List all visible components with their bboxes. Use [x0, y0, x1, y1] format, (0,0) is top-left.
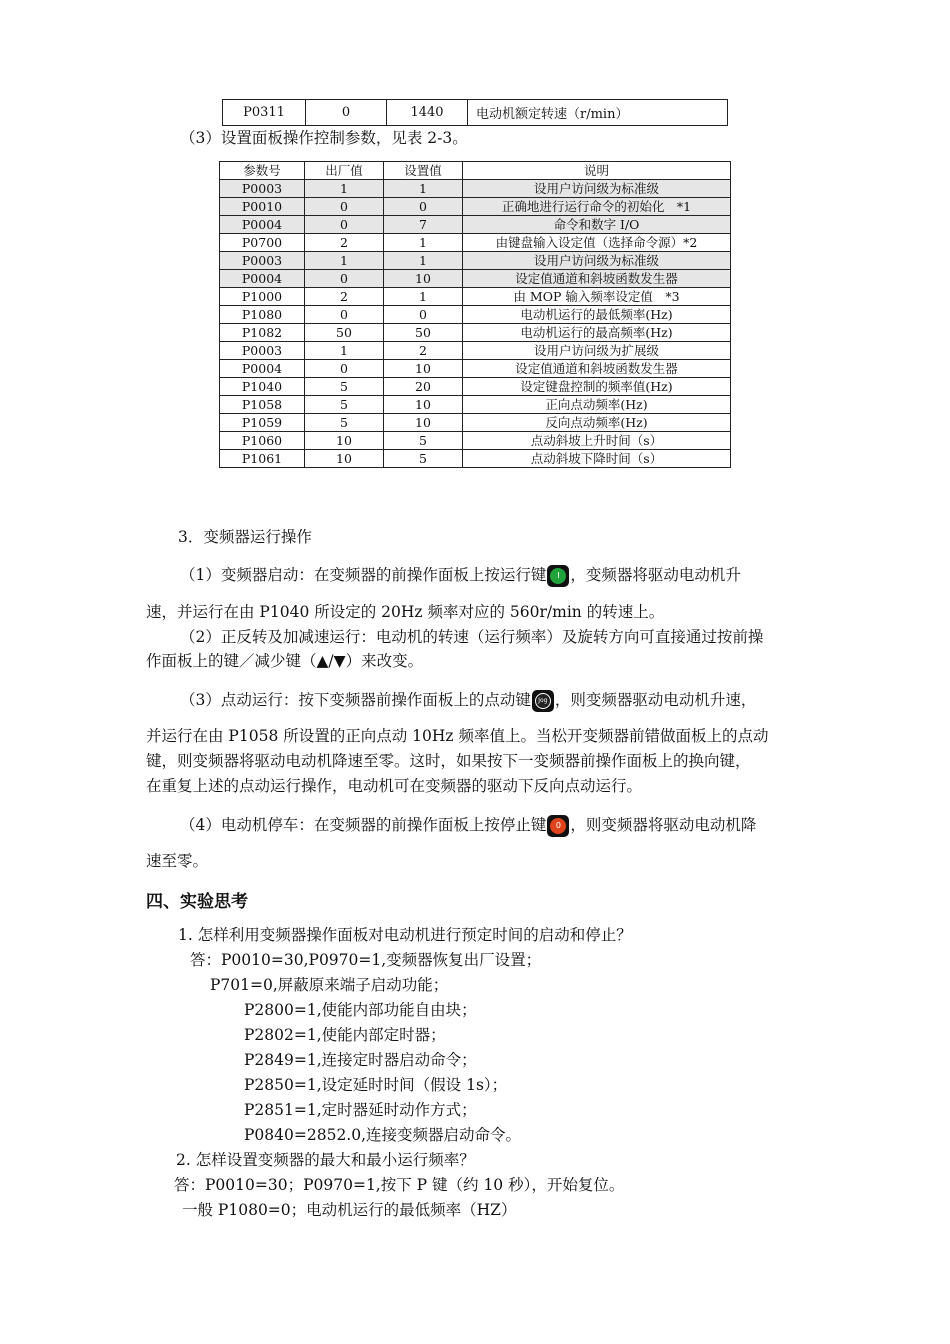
para4-line2: 速至零。	[146, 852, 209, 870]
stop-key-label: 0	[550, 818, 566, 834]
table-row	[220, 180, 731, 198]
default-cell: 2	[305, 288, 384, 306]
setting-cell: 10	[384, 396, 463, 414]
param-cell: P0010	[220, 198, 305, 216]
para3-line4: 在重复上述的点动运行操作，电动机可在变频器的驱动下反向点动运行。	[146, 777, 643, 795]
answer-1-line: 答：P0010=30,P0970=1,变频器恢复出厂设置；	[190, 951, 542, 969]
default-cell: 5	[305, 414, 384, 432]
table-row	[220, 198, 731, 216]
table-row	[220, 342, 731, 360]
question-1: 1. 怎样利用变频器操作面板对电动机进行预定时间的启动和停止？	[178, 926, 632, 944]
setting-cell: 1	[384, 234, 463, 252]
desc-cell: 正向点动频率(Hz)	[463, 396, 731, 414]
header-desc: 说明	[463, 162, 731, 180]
param-cell: P1060	[220, 432, 305, 450]
desc-cell: 点动斜坡下降时间（s）	[463, 450, 731, 468]
default-cell: 0	[305, 216, 384, 234]
answer-2-line: 答：P0010=30；P0970=1,按下 P 键（约 10 秒），开始复位。	[174, 1176, 625, 1194]
desc-cell: 设用户访问级为标准级	[463, 180, 731, 198]
motor-speed-table	[222, 99, 728, 126]
default-cell: 1	[305, 180, 384, 198]
section3-title: 3．变频器运行操作	[178, 528, 312, 546]
desc-cell: 电动机运行的最高频率(Hz)	[463, 324, 731, 342]
jog-key-icon	[532, 690, 554, 712]
param-cell: P0003	[220, 180, 305, 198]
para3-line3: 键，则变频器将驱动电动机降速至零。这时，如果按下一变频器前操作面板上的换向键，	[146, 752, 751, 770]
para3-text-b: ，则变频器驱动电动机升速，	[554, 691, 757, 709]
answer-1-line: P2851=1,定时器延时动作方式；	[244, 1101, 477, 1119]
answer-1-line: P0840=2852.0,连接变频器启动命令。	[244, 1126, 522, 1144]
setting-cell: 5	[384, 450, 463, 468]
default-cell: 1	[305, 252, 384, 270]
param-cell: P0004	[220, 270, 305, 288]
answer-1-line: P2802=1,使能内部定时器；	[244, 1026, 446, 1044]
header-default: 出厂值	[305, 162, 384, 180]
table-row	[220, 378, 731, 396]
default-cell: 5	[305, 396, 384, 414]
setting-cell: 20	[384, 378, 463, 396]
para4-text-a: （4）电动机停车：在变频器的前操作面板上按停止键	[180, 816, 547, 834]
setting-cell: 1440	[387, 100, 468, 126]
header-setting: 设置值	[384, 162, 463, 180]
setting-cell: 10	[384, 360, 463, 378]
para1-line2: 速，并运行在由 P1040 所设定的 20Hz 频率对应的 560r/min 的转速上。	[146, 603, 665, 621]
setting-cell: 10	[384, 414, 463, 432]
desc-cell: 由 MOP 输入频率设定值 *3	[463, 288, 731, 306]
jog-key-label: Jog	[535, 693, 551, 709]
answer-1-line: P2850=1,设定延时时间（假设 1s）；	[244, 1076, 508, 1094]
para3-line1	[180, 688, 756, 713]
para3-text-a: （3）点动运行：按下变频器前操作面板上的点动键	[180, 691, 531, 709]
table-row	[220, 396, 731, 414]
default-cell: 50	[305, 324, 384, 342]
table-row	[220, 252, 731, 270]
table-row	[220, 324, 731, 342]
question-2: 2. 怎样设置变频器的最大和最小运行频率？	[176, 1151, 475, 1169]
setting-cell: 0	[384, 198, 463, 216]
param-cell: P0004	[220, 216, 305, 234]
section4-heading: 四、实验思考	[146, 892, 248, 912]
default-cell: 0	[306, 100, 387, 126]
setting-cell: 1	[384, 252, 463, 270]
para1-text-b: ，变频器将驱动电动机升	[570, 566, 741, 584]
desc-cell: 设用户访问级为标准级	[463, 252, 731, 270]
desc-cell: 设定值通道和斜坡函数发生器	[463, 360, 731, 378]
param-cell: P1080	[220, 306, 305, 324]
default-cell: 10	[305, 432, 384, 450]
setting-cell: 1	[384, 180, 463, 198]
para1-text-a: （1）变频器启动：在变频器的前操作面板上按运行键	[180, 566, 547, 584]
para1-line1	[180, 563, 741, 588]
default-cell: 10	[305, 450, 384, 468]
param-cell: P1061	[220, 450, 305, 468]
default-cell: 5	[305, 378, 384, 396]
desc-cell: 电动机运行的最低频率(Hz)	[463, 306, 731, 324]
setting-cell: 0	[384, 306, 463, 324]
answer-1-line: P701=0,屏蔽原来端子启动功能；	[210, 976, 449, 994]
desc-cell: 设定键盘控制的频率值(Hz)	[463, 378, 731, 396]
param-cell: P0700	[220, 234, 305, 252]
run-key-icon	[547, 565, 569, 587]
param-cell: P1000	[220, 288, 305, 306]
table-row	[220, 360, 731, 378]
param-table	[219, 161, 731, 468]
param-cell: P1040	[220, 378, 305, 396]
desc-cell: 电动机额定转速（r/min）	[468, 100, 728, 126]
setting-cell: 1	[384, 288, 463, 306]
table-row	[223, 100, 728, 126]
answer-2-line: 一般 P1080=0；电动机运行的最低频率（HZ）	[182, 1201, 517, 1219]
setting-cell: 50	[384, 324, 463, 342]
desc-cell: 正确地进行运行命令的初始化 *1	[463, 198, 731, 216]
desc-cell: 命令和数字 I/O	[463, 216, 731, 234]
table-header-row	[220, 162, 731, 180]
table-row	[220, 450, 731, 468]
para4-line1	[180, 813, 756, 838]
param-cell: P0004	[220, 360, 305, 378]
default-cell: 2	[305, 234, 384, 252]
default-cell: 1	[305, 342, 384, 360]
default-cell: 0	[305, 198, 384, 216]
setting-cell: 10	[384, 270, 463, 288]
param-cell: P0003	[220, 252, 305, 270]
setting-cell: 5	[384, 432, 463, 450]
para4-text-b: ，则变频器将驱动电动机降	[570, 816, 757, 834]
para2-line1: （2）正反转及加减速运行：电动机的转速（运行频率）及旋转方向可直接通过按前操	[180, 628, 764, 646]
table-row	[220, 288, 731, 306]
desc-cell: 设用户访问级为扩展级	[463, 342, 731, 360]
header-param: 参数号	[220, 162, 305, 180]
table-row	[220, 270, 731, 288]
stop-key-icon	[547, 815, 569, 837]
desc-cell: 点动斜坡上升时间（s）	[463, 432, 731, 450]
param-cell: P1082	[220, 324, 305, 342]
table-row	[220, 216, 731, 234]
table-row	[220, 414, 731, 432]
intro-table-2-3: （3）设置面板操作控制参数，见表 2-3。	[180, 129, 468, 147]
default-cell: 0	[305, 360, 384, 378]
para2-line2: 作面板上的键／减少键（▲/▼）来改变。	[146, 652, 424, 670]
table-row	[220, 432, 731, 450]
default-cell: 0	[305, 306, 384, 324]
desc-cell: 反向点动频率(Hz)	[463, 414, 731, 432]
param-cell: P1058	[220, 396, 305, 414]
table-row	[220, 234, 731, 252]
setting-cell: 7	[384, 216, 463, 234]
answer-1-line: P2849=1,连接定时器启动命令；	[244, 1051, 477, 1069]
run-key-label: I	[550, 568, 566, 584]
setting-cell: 2	[384, 342, 463, 360]
answer-1-line: P2800=1,使能内部功能自由块；	[244, 1001, 477, 1019]
param-cell: P0003	[220, 342, 305, 360]
default-cell: 0	[305, 270, 384, 288]
para3-line2: 并运行在由 P1058 所设置的正向点动 10Hz 频率值上。当松开变频器前错做面板上的点动	[146, 727, 769, 745]
table-row	[220, 306, 731, 324]
desc-cell: 由键盘输入设定值（选择命令源）*2	[463, 234, 731, 252]
param-cell: P0311	[223, 100, 306, 126]
param-cell: P1059	[220, 414, 305, 432]
desc-cell: 设定值通道和斜坡函数发生器	[463, 270, 731, 288]
